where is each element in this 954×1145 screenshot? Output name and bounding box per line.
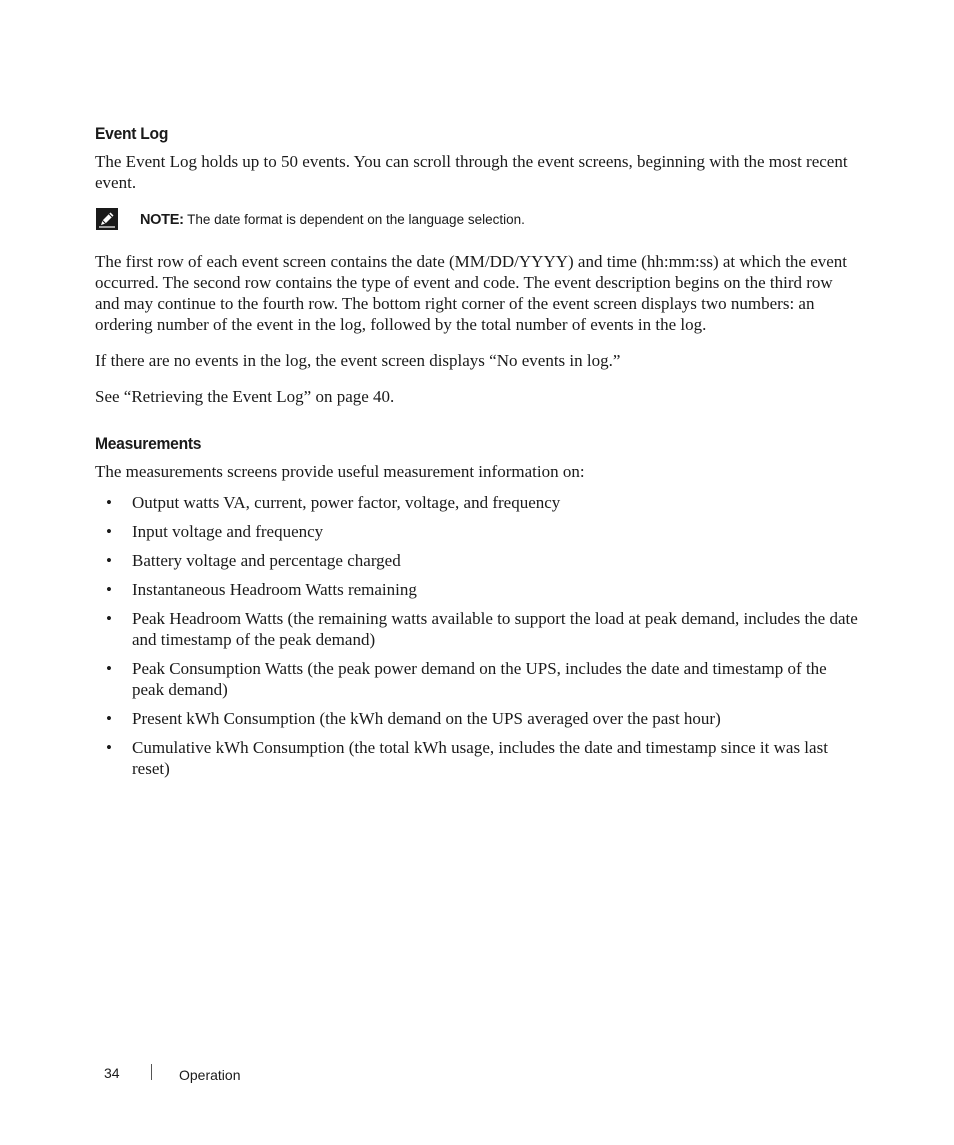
list-item (95, 521, 860, 542)
list-item-text: Cumulative kWh Consumption (the total kWh usage, includes the date and timestamp since it was last reset) (132, 738, 828, 778)
list-item (95, 737, 860, 779)
list-item (95, 708, 860, 729)
list-item (95, 492, 860, 513)
list-item (95, 658, 860, 700)
bullet-icon: • (106, 609, 112, 628)
no-events-paragraph: If there are no events in the log, the event screen displays “No events in log.” (95, 351, 621, 370)
bullet-icon: • (106, 580, 112, 599)
list-item-text: Peak Headroom Watts (the remaining watts available to support the load at peak demand, includes the date and timestamp of the peak demand) (132, 609, 858, 649)
list-item-text: Present kWh Consumption (the kWh demand on the UPS averaged over the past hour) (132, 709, 721, 728)
list-item-text: Output watts VA, current, power factor, voltage, and frequency (132, 493, 561, 512)
bullet-icon: • (106, 522, 112, 541)
note-text (140, 211, 525, 229)
note-label: NOTE: (140, 212, 184, 228)
list-item-text: Peak Consumption Watts (the peak power demand on the UPS, includes the date and timestamp of the peak demand) (132, 659, 827, 699)
page-number: 34 (104, 1065, 120, 1081)
footer-divider (151, 1064, 152, 1080)
measurements-list (95, 492, 860, 779)
measurements-heading: Measurements (95, 434, 202, 453)
bullet-icon: • (106, 493, 112, 512)
list-item-text: Battery voltage and percentage charged (132, 551, 401, 570)
event-log-heading: Event Log (95, 124, 169, 143)
measurements-intro-paragraph: The measurements screens provide useful measurement information on: (95, 462, 585, 481)
bullet-icon: • (106, 709, 112, 728)
list-item-text: Instantaneous Headroom Watts remaining (132, 580, 417, 599)
list-item-text: Input voltage and frequency (132, 522, 324, 541)
event-screen-description-paragraph: The first row of each event screen contains the date (MM/DD/YYYY) and time (hh:mm:ss) at which the event occurred. The second row contains the type of event and code. The event description begins on the third row and may continue to the fourth row. The bottom right corner of the event screen displays two numbers: an ordering number of the event in the log, followed by the total number of events in the log. (95, 252, 848, 334)
note-box (95, 208, 860, 234)
note-body: The date format is dependent on the language selection. (183, 212, 525, 227)
bullet-icon: • (106, 551, 112, 570)
bullet-icon: • (106, 659, 112, 678)
page-footer (104, 1062, 404, 1084)
see-also-paragraph: See “Retrieving the Event Log” on page 40. (95, 387, 395, 406)
event-log-intro-paragraph: The Event Log holds up to 50 events. You can scroll through the event screens, beginning with the most recent event. (95, 152, 848, 192)
bullet-icon: • (106, 738, 112, 757)
page-content (95, 123, 860, 787)
list-item (95, 550, 860, 571)
list-item (95, 579, 860, 600)
pencil-note-icon (96, 208, 118, 230)
footer-section-name: Operation (179, 1067, 241, 1083)
list-item (95, 608, 860, 650)
